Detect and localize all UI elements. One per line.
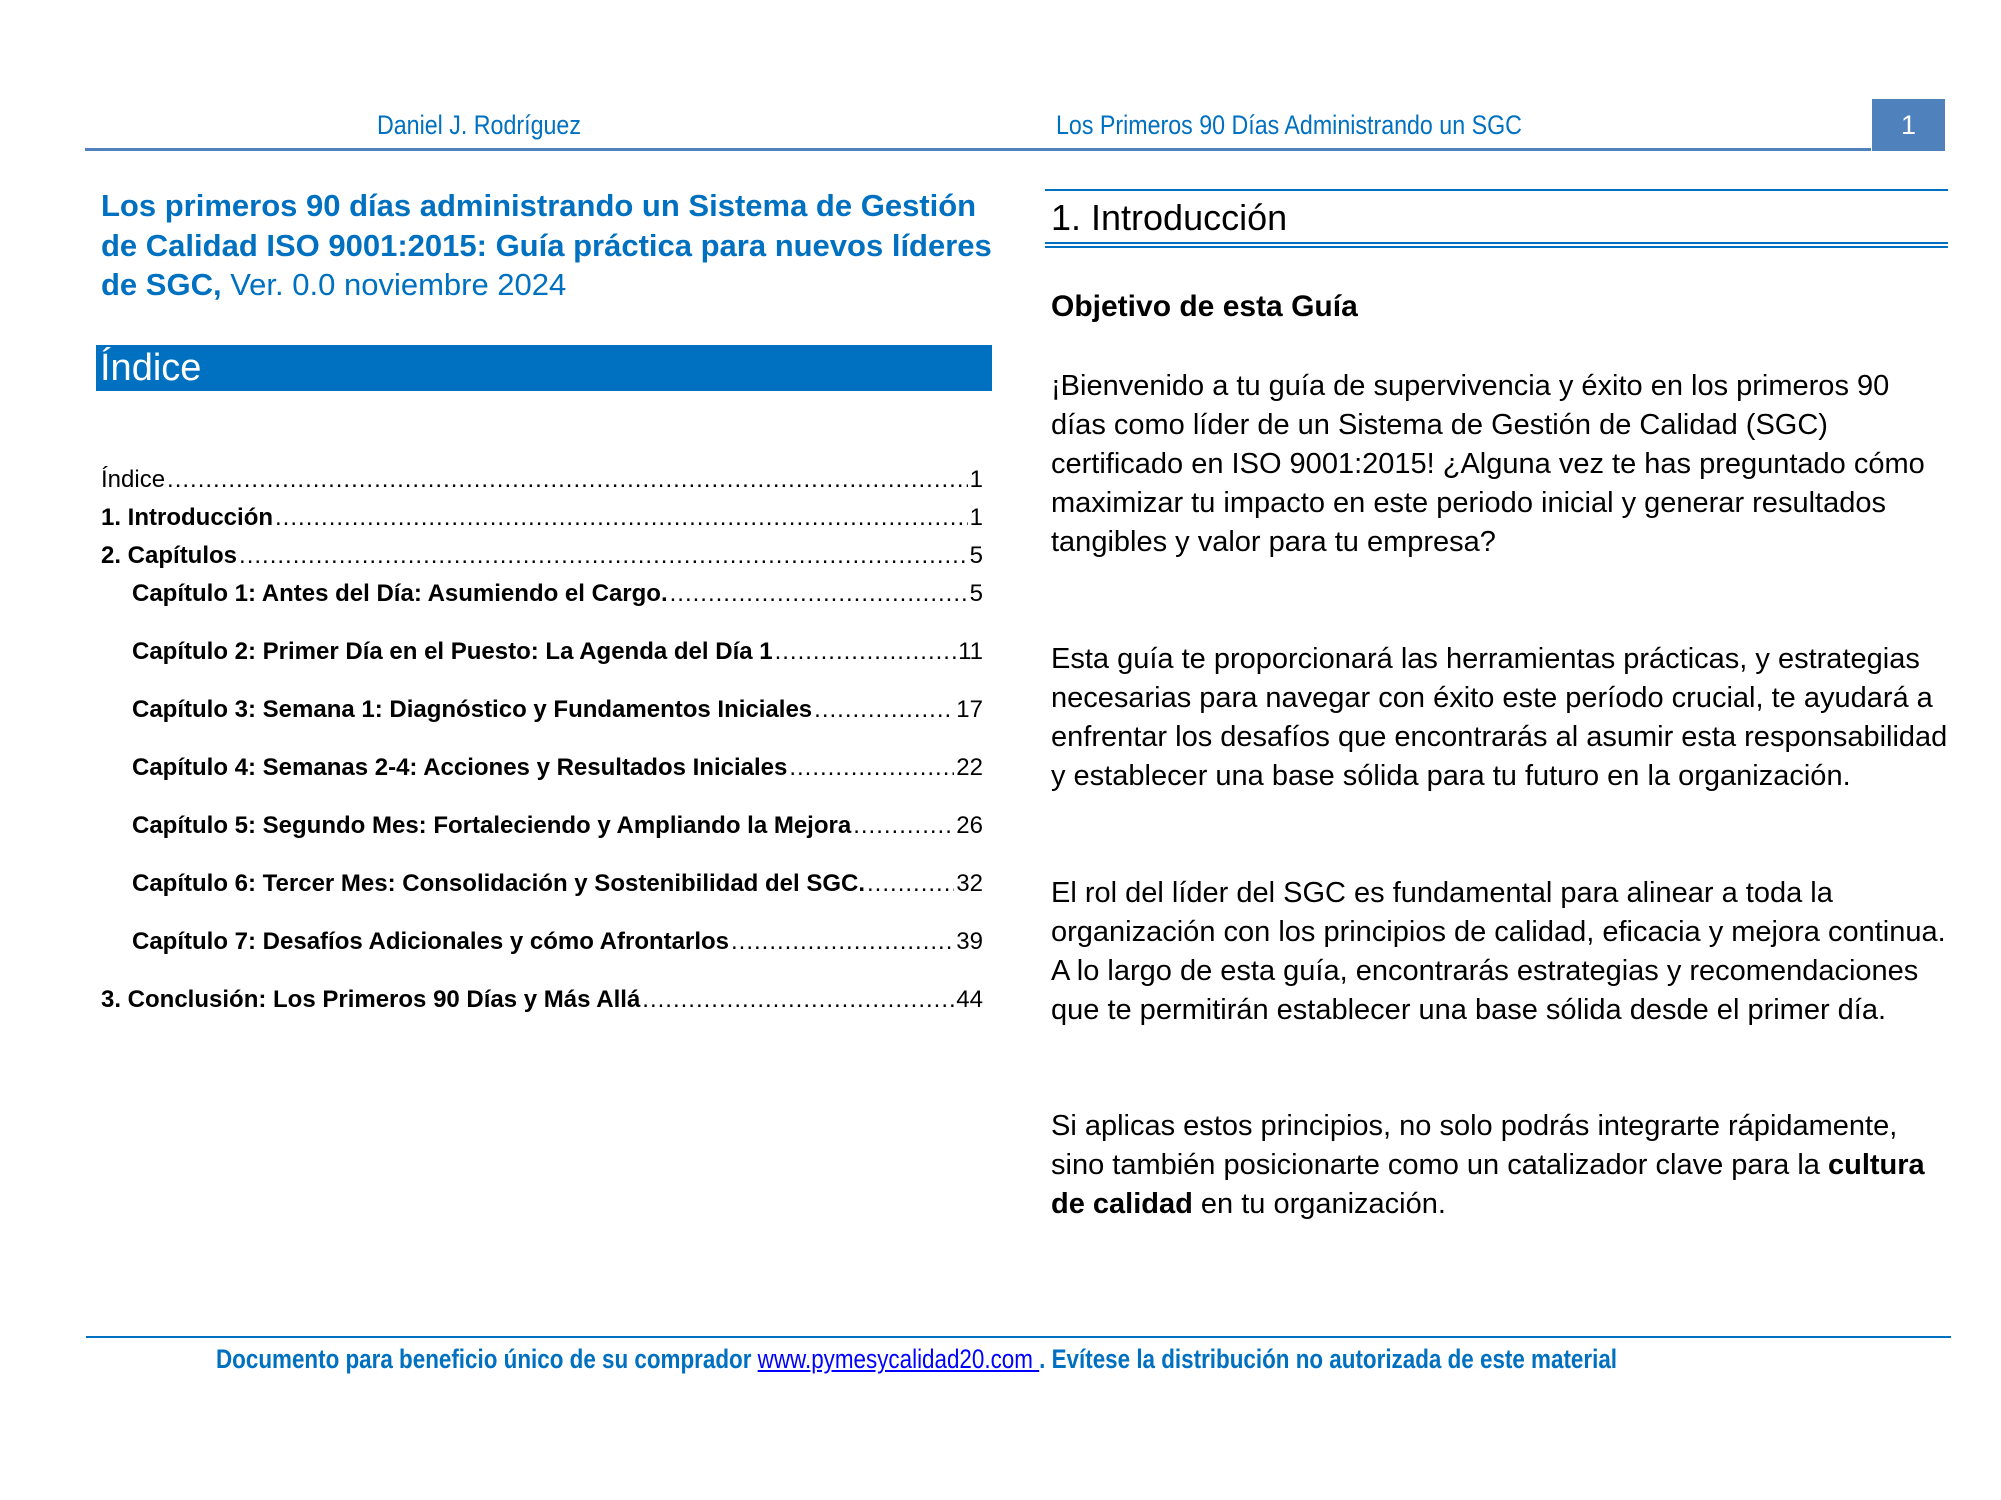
intro-paragraph-3: El rol del líder del SGC es fundamental para alinear a toda la organización con los principios de calidad, eficacia y mejora continua. A lo largo de esta guía, encontrarás estrategias y recomendaciones que te permitirán establecer una base sólida desde el primer día. — [1051, 877, 1946, 1026]
toc-entry-label: Capítulo 1: Antes del Día: Asumiendo el Cargo. — [132, 580, 668, 607]
toc-entry[interactable] — [101, 542, 983, 570]
toc-entry-page: 32 — [956, 870, 983, 897]
toc-entry-label: Índice — [101, 466, 166, 493]
indice-heading: Índice — [100, 347, 202, 389]
intro-paragraph-4-end: en tu organización. — [1192, 1188, 1446, 1220]
toc-entry-label: Capítulo 7: Desafíos Adicionales y cómo Afrontarlos — [132, 928, 729, 955]
toc-entry-label: Capítulo 3: Semana 1: Diagnóstico y Fundamentos Iniciales — [132, 696, 813, 723]
footer-text-start: Documento para beneficio único de su comprador — [216, 1344, 758, 1374]
section-heading: 1. Introducción — [1051, 197, 1288, 238]
toc-leader-dots — [775, 638, 956, 666]
toc-entry-label: Capítulo 2: Primer Día en el Puesto: La Agenda del Día 1 — [132, 638, 773, 665]
toc-entry-label: Capítulo 4: Semanas 2-4: Acciones y Resultados Iniciales — [132, 754, 788, 781]
toc-entry-page: 5 — [969, 542, 983, 569]
section-top-rule — [1045, 189, 1948, 191]
header-author: Daniel J. Rodríguez — [377, 110, 581, 140]
footer-notice — [216, 1344, 1617, 1375]
page-number: 1 — [1900, 110, 1917, 140]
toc-entry-label: 2. Capítulos — [101, 542, 238, 569]
toc-entry[interactable] — [101, 504, 983, 532]
toc-entry[interactable] — [132, 812, 983, 840]
toc-entry[interactable] — [132, 928, 983, 956]
toc-entry-page: 26 — [956, 812, 983, 839]
toc-leader-dots — [642, 986, 954, 1014]
document-title — [101, 186, 1001, 305]
toc-entry-page: 17 — [956, 696, 983, 723]
toc-entry-page: 5 — [969, 580, 983, 607]
toc-entry[interactable] — [132, 638, 983, 666]
intro-paragraph-4 — [1051, 1107, 1951, 1224]
toc-leader-dots — [239, 542, 968, 570]
footer-divider — [86, 1336, 1951, 1338]
section-bottom-rule-second — [1045, 246, 1948, 248]
toc-entry-label: 1. Introducción — [101, 504, 274, 531]
toc-entry[interactable] — [132, 696, 983, 724]
toc-entry-page: 1 — [969, 504, 983, 531]
toc-leader-dots — [789, 754, 954, 782]
toc-entry[interactable] — [132, 754, 983, 782]
toc-entry-label: Capítulo 5: Segundo Mes: Fortaleciendo y Ampliando la Mejora — [132, 812, 852, 839]
toc-leader-dots — [853, 812, 954, 840]
section-bottom-rule — [1045, 242, 1948, 244]
page-number-badge — [1872, 99, 1945, 151]
toc-entry[interactable] — [101, 466, 983, 494]
footer-text-end: . Evítese la distribución no autorizada de este material — [1039, 1344, 1618, 1374]
toc-entry[interactable] — [132, 580, 983, 608]
toc-entry-label: Capítulo 6: Tercer Mes: Consolidación y Sostenibilidad del SGC. — [132, 870, 866, 897]
toc-leader-dots — [814, 696, 954, 724]
toc-leader-dots — [167, 466, 968, 494]
toc-entry-page: 11 — [958, 638, 983, 665]
toc-leader-dots — [670, 580, 968, 608]
toc-entry[interactable] — [132, 870, 983, 898]
toc-leader-dots — [867, 870, 954, 898]
toc-entry-page: 44 — [956, 986, 983, 1013]
header-document-title: Los Primeros 90 Días Administrando un SGC — [1056, 110, 1522, 140]
intro-paragraph-2: Esta guía te proporcionará las herramientas prácticas, y estrategias necesarias para navegar con éxito este período crucial, te ayudará a enfrentar los desafíos que encontrarás al asumir esta responsabilidad y establecer una base sólida para tu futuro en la organización. — [1051, 643, 1948, 792]
toc-entry-page: 39 — [956, 928, 983, 955]
toc-leader-dots — [275, 504, 968, 532]
toc-leader-dots — [731, 928, 954, 956]
document-version: Ver. 0.0 noviembre 2024 — [221, 267, 567, 302]
intro-paragraph-4-start: Si aplicas estos principios, no solo podrás integrarte rápidamente, sino también posicionarte como un catalizador clave para la — [1051, 1110, 1898, 1181]
document-title-main: Los primeros 90 días administrando un Sistema de Gestión de Calidad ISO 9001:2015: Guía práctica para nuevos líderes de SGC, — [101, 188, 992, 302]
toc-entry[interactable] — [101, 986, 983, 1014]
intro-paragraph-1: ¡Bienvenido a tu guía de supervivencia y éxito en los primeros 90 días como líder de un Sistema de Gestión de Calidad (SGC) certificado en ISO 9001:2015! ¿Alguna vez te has preguntado cómo maximizar tu impacto en este periodo inicial y generar resultados tangibles y valor para tu empresa? — [1051, 370, 1925, 558]
toc-entry-label: 3. Conclusión: Los Primeros 90 Días y Más Allá — [101, 986, 641, 1013]
emphasis-quality-culture: cultura de calidad — [1051, 1149, 1925, 1220]
toc-entry-page: 22 — [956, 754, 983, 781]
toc-entry-page: 1 — [969, 466, 983, 493]
subsection-heading: Objetivo de esta Guía — [1051, 290, 1358, 323]
footer-website-link[interactable]: www.pymesycalidad20.com — [757, 1344, 1040, 1374]
header-divider — [85, 148, 1871, 151]
indice-heading-bar — [96, 345, 992, 391]
